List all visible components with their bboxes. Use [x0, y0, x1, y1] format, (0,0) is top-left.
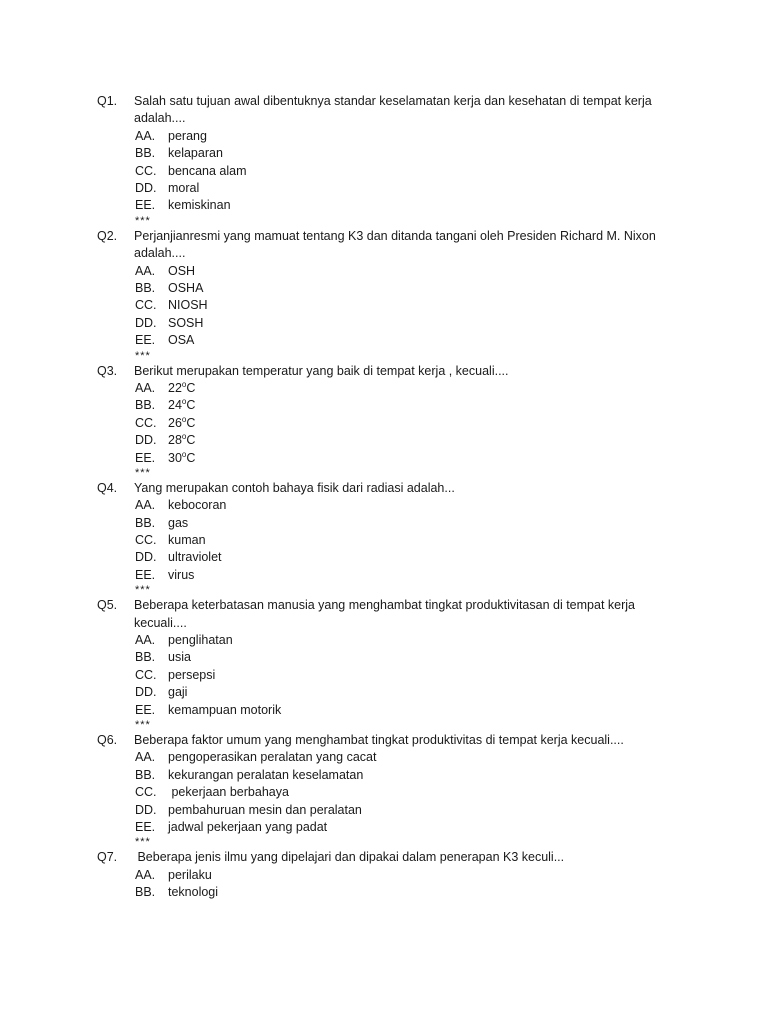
- option-letter: CC.: [135, 298, 157, 313]
- answer-option: [97, 315, 672, 332]
- question-line: [97, 363, 672, 380]
- answer-option: [97, 163, 672, 180]
- option-text: kelaparan: [168, 146, 223, 161]
- option-letter: DD.: [135, 685, 157, 700]
- answer-option: [97, 702, 672, 719]
- option-letter: BB.: [135, 885, 156, 900]
- option-text: jadwal pekerjaan yang padat: [168, 819, 328, 834]
- options-list: [97, 749, 672, 836]
- degree-mark: o: [181, 397, 187, 407]
- option-text: kekurangan peralatan keselamatan: [168, 767, 364, 782]
- option-text: OSHA: [168, 280, 204, 295]
- option-text: teknologi: [168, 885, 219, 900]
- option-letter: BB.: [135, 515, 156, 530]
- option-text: SOSH: [168, 315, 204, 330]
- answer-option: [97, 819, 672, 836]
- separator-stars: ***: [135, 584, 151, 597]
- separator-stars: ***: [135, 719, 151, 732]
- answer-option: [97, 784, 672, 801]
- option-text: virus: [168, 567, 195, 582]
- options-list: [97, 497, 672, 584]
- option-unit: C: [186, 450, 196, 465]
- option-text: gas: [168, 515, 189, 530]
- option-letter: EE.: [135, 567, 156, 582]
- option-text: kebocoran: [168, 498, 227, 513]
- answer-option: [97, 497, 672, 514]
- answer-option: [97, 180, 672, 197]
- answer-option: [97, 297, 672, 314]
- option-text: moral: [168, 180, 200, 195]
- question-number: Q5.: [97, 598, 118, 613]
- option-letter: BB.: [135, 280, 156, 295]
- option-letter: BB.: [135, 767, 156, 782]
- answer-option: [97, 380, 672, 397]
- answer-option: [97, 684, 672, 701]
- option-text: NIOSH: [168, 298, 208, 313]
- separator-stars: ***: [135, 836, 151, 849]
- answer-option: [97, 432, 672, 449]
- answer-option: [97, 450, 672, 467]
- question-text: Perjanjianresmi yang mamuat tentang K3 dan ditanda tangani oleh Presiden Richard M. Nixon adalah....: [134, 228, 660, 261]
- answer-option: [97, 532, 672, 549]
- options-list: [97, 263, 672, 350]
- answer-option: [97, 280, 672, 297]
- option-letter: BB.: [135, 146, 156, 161]
- question-number: Q1.: [97, 94, 118, 108]
- answer-option: [97, 767, 672, 784]
- question-text: Salah satu tujuan awal dibentuknya standar keselamatan kerja dan kesehatan di tempat kerja adalah....: [134, 94, 656, 126]
- answer-option: [97, 263, 672, 280]
- answer-option: [97, 884, 672, 901]
- answer-option: [97, 867, 672, 884]
- question-line: [97, 228, 672, 263]
- question-line: [97, 597, 672, 632]
- option-letter: EE.: [135, 819, 156, 834]
- degree-mark: o: [181, 432, 187, 442]
- answer-option: [97, 749, 672, 766]
- option-letter: DD.: [135, 433, 157, 448]
- answer-option: [97, 128, 672, 145]
- question-line: [97, 849, 672, 866]
- option-text: ultraviolet: [168, 550, 222, 565]
- question-number: Q7.: [97, 850, 118, 865]
- answer-option: [97, 332, 672, 349]
- option-letter: AA.: [135, 263, 156, 278]
- option-text: pengoperasikan peralatan yang cacat: [168, 750, 377, 765]
- option-letter: CC.: [135, 667, 157, 682]
- option-unit: C: [186, 398, 196, 413]
- answer-option: [97, 415, 672, 432]
- question-number: Q4.: [97, 480, 118, 495]
- option-letter: EE.: [135, 333, 156, 348]
- option-text: gaji: [168, 685, 188, 700]
- options-list: [97, 867, 672, 902]
- option-letter: EE.: [135, 198, 156, 213]
- option-value: 22: [168, 380, 182, 395]
- option-text: kemiskinan: [168, 198, 231, 213]
- option-unit: C: [186, 433, 196, 448]
- question-number: Q6.: [97, 733, 118, 748]
- option-letter: DD.: [135, 802, 157, 817]
- option-value: 24: [168, 398, 182, 413]
- options-list: [97, 380, 672, 467]
- question-block: [97, 93, 672, 228]
- question-number: Q3.: [97, 363, 118, 378]
- option-unit: C: [186, 415, 196, 430]
- option-text: kemampuan motorik: [168, 702, 282, 717]
- option-text: pekerjaan berbahaya: [168, 785, 289, 800]
- answer-option: [97, 515, 672, 532]
- question-text: Beberapa keterbatasan manusia yang menghambat tingkat produktivitasan di tempat kerja kecuali....: [134, 598, 639, 630]
- answer-option: [97, 567, 672, 584]
- option-letter: BB.: [135, 398, 156, 413]
- degree-mark: o: [181, 414, 187, 424]
- option-letter: AA.: [135, 867, 156, 882]
- option-value: 26: [168, 415, 182, 430]
- options-list: [97, 128, 672, 215]
- question-block: [97, 480, 672, 597]
- question-block: [97, 363, 672, 480]
- option-letter: DD.: [135, 315, 157, 330]
- option-letter: CC.: [135, 533, 157, 548]
- option-letter: AA.: [135, 380, 156, 395]
- option-letter: EE.: [135, 450, 156, 465]
- option-value: 30: [168, 450, 182, 465]
- question-number: Q2.: [97, 228, 118, 243]
- question-text: Berikut merupakan temperatur yang baik di tempat kerja , kecuali....: [134, 363, 509, 378]
- answer-option: [97, 549, 672, 566]
- degree-mark: o: [181, 379, 187, 389]
- option-letter: CC.: [135, 415, 157, 430]
- question-block: [97, 228, 672, 363]
- degree-mark: o: [181, 449, 187, 459]
- question-text: Yang merupakan contoh bahaya fisik dari radiasi adalah...: [134, 480, 455, 495]
- answer-option: [97, 802, 672, 819]
- option-letter: AA.: [135, 633, 156, 648]
- option-text: OSA: [168, 333, 195, 348]
- option-text: persepsi: [168, 667, 216, 682]
- option-text: usia: [168, 650, 191, 665]
- quiz-document: [97, 93, 672, 902]
- option-text: perang: [168, 128, 207, 143]
- answer-option: [97, 145, 672, 162]
- answer-option: [97, 397, 672, 414]
- option-letter: EE.: [135, 702, 156, 717]
- option-unit: C: [186, 380, 196, 395]
- separator-stars: ***: [135, 214, 151, 227]
- question-line: [97, 480, 672, 497]
- answer-option: [97, 667, 672, 684]
- answer-option: [97, 649, 672, 666]
- option-letter: CC.: [135, 785, 157, 800]
- option-letter: AA.: [135, 750, 156, 765]
- option-value: 28: [168, 433, 182, 448]
- answer-option: [97, 632, 672, 649]
- question-text: Beberapa faktor umum yang menghambat tingkat produktivitas di tempat kerja kecuali....: [134, 733, 624, 748]
- option-letter: DD.: [135, 550, 157, 565]
- option-text: perilaku: [168, 867, 212, 882]
- options-list: [97, 632, 672, 719]
- option-letter: AA.: [135, 128, 156, 143]
- option-letter: BB.: [135, 650, 156, 665]
- question-text: Beberapa jenis ilmu yang dipelajari dan dipakai dalam penerapan K3 keculi...: [134, 850, 565, 865]
- question-line: [97, 93, 672, 128]
- option-text: kuman: [168, 533, 206, 548]
- option-letter: AA.: [135, 498, 156, 513]
- answer-option: [97, 197, 672, 214]
- option-text: penglihatan: [168, 633, 233, 648]
- option-text: OSH: [168, 263, 196, 278]
- option-letter: DD.: [135, 180, 157, 195]
- option-text: bencana alam: [168, 163, 247, 178]
- separator-stars: ***: [135, 466, 151, 479]
- question-block: [97, 597, 672, 732]
- question-block: [97, 849, 672, 901]
- separator-stars: ***: [135, 349, 151, 362]
- question-line: [97, 732, 672, 749]
- option-text: pembahuruan mesin dan peralatan: [168, 802, 362, 817]
- option-letter: CC.: [135, 163, 157, 178]
- question-block: [97, 732, 672, 849]
